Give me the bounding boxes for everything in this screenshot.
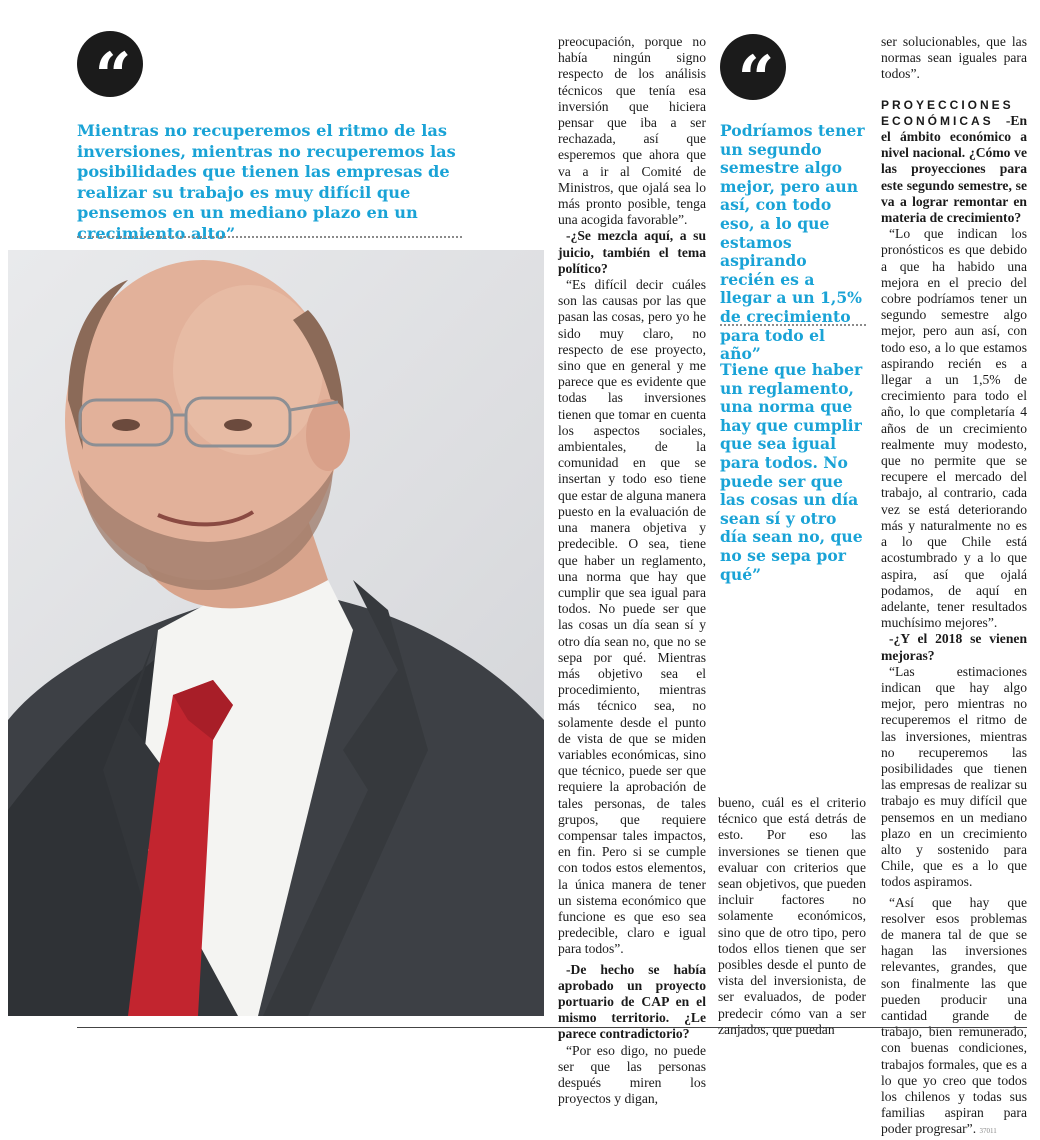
- paragraph: ser solucionables, que las normas sean iguales para todos”.: [881, 34, 1027, 82]
- section-lead: [881, 97, 1027, 227]
- paragraph: “Así que hay que resolver esos problemas de manera tal de que se hagan las inversiones relevantes, grandes, que son finalmente las que pueden producir una cantidad grande de trabajo, bien remunerado, con buenas condiciones, trabajos formales, que es a lo que yo creo que todos los chilenos y todas sus familias aspiran para poder progresar”. 37011: [881, 894, 1027, 1137]
- paragraph: bueno, cuál es el criterio técnico que está detrás de esto. Por eso las inversiones se tienen que evaluar con criterios que sean objetivos, que pueden incluir factores no solamente económicos, sino que de otro tipo, pero todos ellos tienen que ser posibles desde el punto de vista del inversionista, de ser evaluados, de poder predecir cómo van a ser zanjados, que puedan: [718, 795, 866, 1037]
- section-question: -En el ámbito económico a nivel nacional. ¿Cómo ve las proyecciones para este segundo semestre, se va a lograr remontar en materia de crecimiento?: [881, 112, 1027, 226]
- portrait-photo: [8, 250, 544, 1016]
- portrait-illustration: [8, 250, 544, 1016]
- bottom-rule: [77, 1027, 1027, 1028]
- interview-question: -De hecho se había aprobado un proyecto portuario de CAP en el mismo territorio. ¿Le parece contradictorio?: [558, 961, 706, 1042]
- paragraph: “Por eso digo, no puede ser que las personas después miren los proyectos y digan,: [558, 1042, 706, 1107]
- article-column-3: [881, 34, 1027, 1140]
- paragraph: “Lo que indican los pronósticos es que debido a que ha habido una mejora en el precio del cobre podríamos tener un segundo semestre algo mejor, pero aun así, con todo eso, a lo que estamos aspirando recién es a llegar a un 1,5% de crecimiento para todo el año, lo que completaría 4 años de un crecimiento realmente muy modesto, que no permite que se recupere el mercado del trabajo, al contrario, cada vez se está deteriorando más y naturalmente no es a lo que Chile está acostumbrado y a lo que aspira, así que ojalá podamos, de aquí en adelante, tener resultados muchísimo mejores”.: [881, 226, 1027, 631]
- end-code: 37011: [979, 1127, 997, 1136]
- divider: [720, 324, 866, 326]
- divider: [77, 236, 462, 238]
- section-heading: PROYECCIONES ECONÓMICAS: [881, 97, 1014, 128]
- pull-quote-main: Mientras no recuperemos el ritmo de las inversiones, mientras no recuperemos las posibilidades que tienen las empresas de realizar su trabajo es muy difícil que pensemos en un mediano plazo en un crecimiento alto”: [77, 121, 456, 243]
- article-column-1: [558, 34, 706, 1107]
- paragraph: preocupación, porque no había ningún signo respecto de los análisis técnicos que tenía esa inversión que hiciera pensar que iba a ser rechazada, así que esperemos que ahora que va a ir al Comité de Ministros, que ojalá sea lo más pronto posible, tenga una acogida favorable”.: [558, 34, 706, 228]
- quote-icon: “: [720, 34, 786, 100]
- interview-question: -¿Se mezcla aquí, a su juicio, también el tema político?: [558, 228, 706, 276]
- quote-icon: “: [77, 31, 143, 97]
- paragraph: “Las estimaciones indican que hay algo mejor, pero mientras no recuperemos el ritmo de las inversiones, mientras no recuperemos las posibilidades que tienen las empresas de realizar su trabajo es muy difícil que pensemos en un mediano plazo en un crecimiento alto y sostenido para Chile, que es a lo que todos aspiramos.: [881, 663, 1027, 890]
- interview-question: -¿Y el 2018 se vienen mejoras?: [881, 631, 1027, 663]
- paragraph: “Es difícil decir cuáles son las causas por las que pasan las cosas, pero yo he sido muy claro, no respecto de ese proyecto, sino que en general y me parece que es evidente que todas las inversiones tienen que tomar en cuenta los aspectos sociales, ambientales, de la comunidad en que se insertan y todo eso tiene que estar de alguna manera puesto en la evaluación de una manera objetiva y predecible. O sea, tiene que haber un reglamento, una norma que hay que cumplir que sea igual para todos. No puede ser que las cosas un día sean sí y otro día sean no, que no se sepa por qué. Mientras más objetivo sea el procedimiento, mientras más técnico sea, no solamente desde el punto de vista de que se miden variables económicas, sino que técnico, puede ser que requiere la aprobación de tales personas, de tales grupos, que requiere compensar tales impactos, en fin. Pero si se cumple con todos estos elementos, la única manera de tener un sistema económico que funcione es que eso sea predecible, claro e igual para todos”.: [558, 277, 706, 957]
- article-column-2: [718, 795, 866, 1038]
- pull-quote: Tiene que haber un reglamento, una norma que hay que cumplir que sea igual para todos. No puede ser que las cosas un día sean sí y otro día sean no, que no se sepa por qué”: [720, 360, 863, 584]
- pull-quote: Podríamos tener un segundo semestre algo mejor, pero aun así, con todo eso, a lo que estamos aspirando recién es a llegar a un 1,5% de crecimiento para todo el año”: [720, 121, 865, 364]
